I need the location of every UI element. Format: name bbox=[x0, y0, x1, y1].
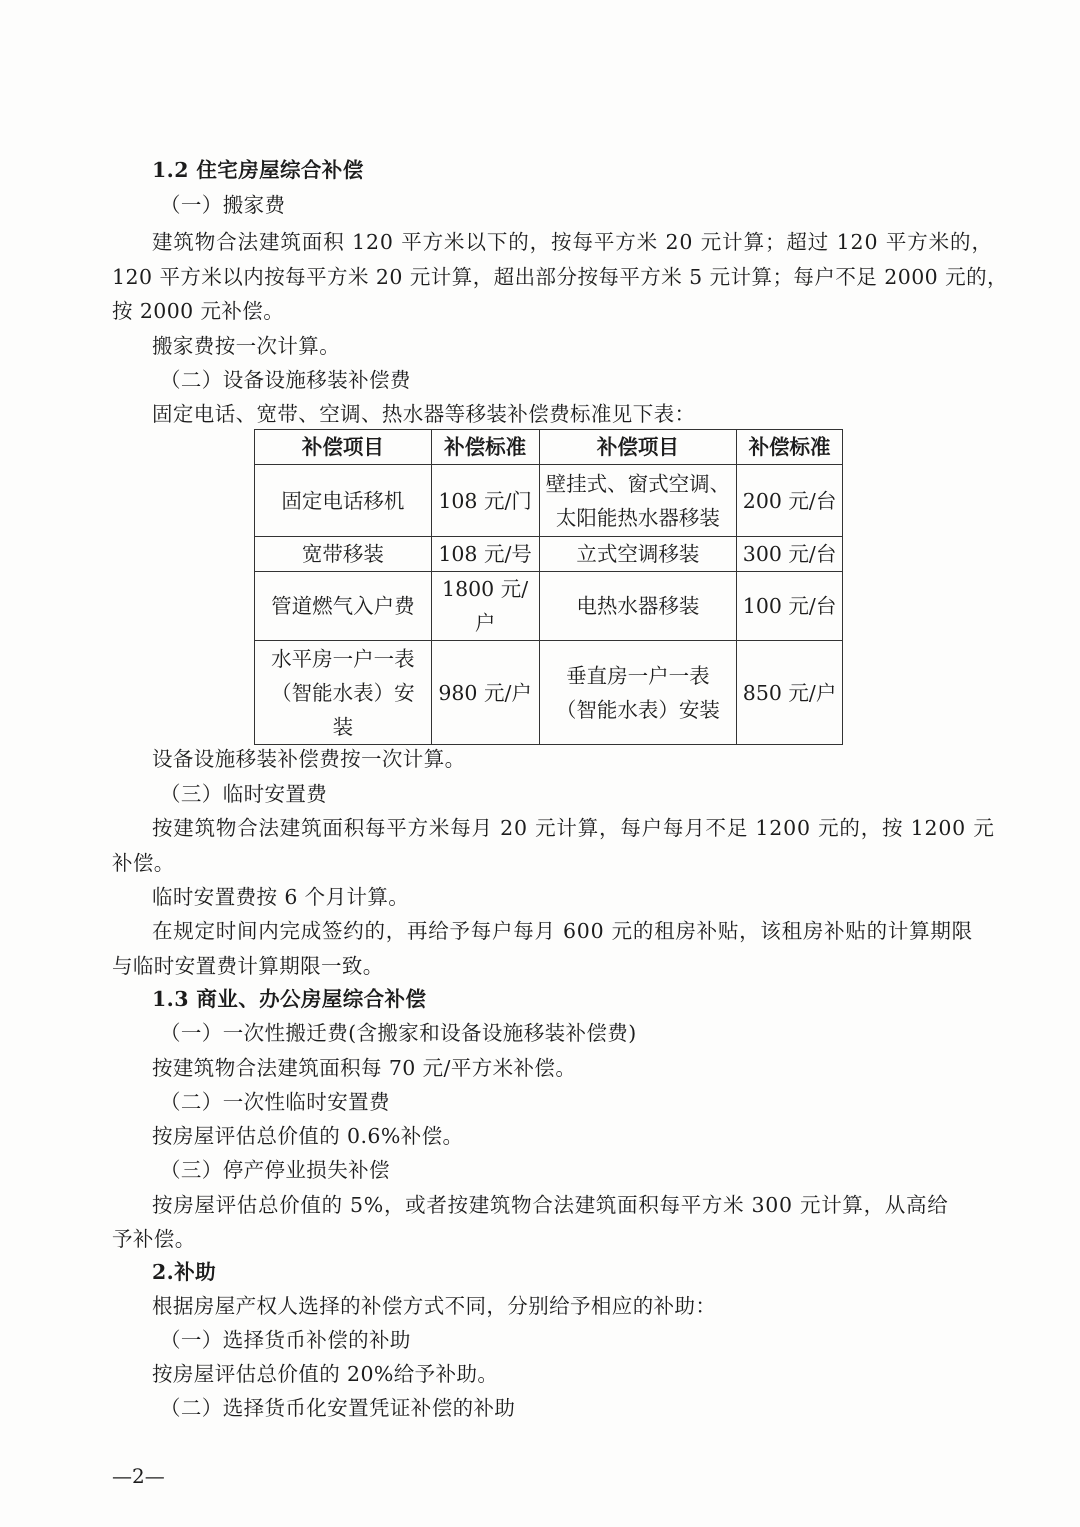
paragraph-line: 设备设施移装补偿费按一次计算。 bbox=[152, 747, 466, 771]
cell-line: 垂直房一户一表 bbox=[566, 663, 710, 688]
table-cell: 108 元/号 bbox=[431, 537, 539, 572]
section-1-3-heading: 1.3 商业、办公房屋综合补偿 bbox=[152, 987, 427, 1011]
section-2-heading: 2.补助 bbox=[152, 1260, 217, 1284]
subsection-equipment-fee-title: （二）设备设施移装补偿费 bbox=[160, 368, 411, 392]
subsection-voucher-subsidy-title: （二）选择货币化安置凭证补偿的补助 bbox=[160, 1396, 516, 1420]
paragraph-line: 按 2000 元补偿。 bbox=[112, 299, 285, 323]
table-cell: 固定电话移机 bbox=[255, 465, 432, 537]
table-header-row bbox=[255, 430, 843, 465]
subsection-business-loss-title: （三）停产停业损失补偿 bbox=[160, 1158, 390, 1182]
paragraph-line: 120 平方米以内按每平方米 20 元计算，超出部分按每平方米 5 元计算；每户不足 2000 元的， bbox=[112, 265, 1008, 289]
subsection-relocation-fee-title: （一）一次性搬迁费(含搬家和设备设施移装补偿费) bbox=[160, 1021, 637, 1045]
subsection-temp-fee-title: （二）一次性临时安置费 bbox=[160, 1090, 390, 1114]
table-cell: 电热水器移装 bbox=[539, 572, 737, 641]
table-cell: 980 元/户 bbox=[431, 641, 539, 745]
paragraph-line: 按房屋评估总价值的 20%给予补助。 bbox=[152, 1362, 499, 1386]
table-row bbox=[255, 465, 843, 537]
paragraph-line: 在规定时间内完成签约的，再给予每户每月 600 元的租房补贴，该租房补贴的计算期限 bbox=[152, 919, 973, 943]
cell-line: 户 bbox=[474, 611, 496, 635]
table-cell: 管道燃气入户费 bbox=[255, 572, 432, 641]
paragraph-line: 建筑物合法建筑面积 120 平方米以下的，按每平方米 20 元计算；超过 120 平方米的， bbox=[152, 230, 993, 254]
paragraph-line: 与临时安置费计算期限一致。 bbox=[112, 954, 384, 978]
cell-line: 1800 元/ bbox=[442, 577, 529, 601]
table-cell: 100 元/台 bbox=[737, 572, 843, 641]
table-cell: 立式空调移装 bbox=[539, 537, 737, 572]
cell-line: （智能水表）安装 bbox=[555, 697, 720, 722]
table-header-cell: 补偿标准 bbox=[431, 430, 539, 465]
cell-line: 装 bbox=[332, 714, 354, 739]
table-cell: 300 元/台 bbox=[737, 537, 843, 572]
paragraph-line: 按房屋评估总价值的 0.6%补偿。 bbox=[152, 1124, 464, 1148]
table-header-cell: 补偿项目 bbox=[539, 430, 737, 465]
paragraph-line: 搬家费按一次计算。 bbox=[152, 334, 341, 358]
page-number: —2— bbox=[112, 1464, 165, 1488]
table-cell bbox=[539, 465, 737, 537]
cell-line: 壁挂式、窗式空调、 bbox=[545, 471, 731, 496]
paragraph-line: 固定电话、宽带、空调、热水器等移装补偿费标准见下表： bbox=[152, 402, 696, 426]
table-row bbox=[255, 641, 843, 745]
paragraph-line: 按房屋评估总价值的 5%，或者按建筑物合法建筑面积每平方米 300 元计算，从高给 bbox=[152, 1193, 949, 1217]
section-1-2-heading: 1.2 住宅房屋综合补偿 bbox=[152, 158, 364, 182]
subsection-temp-settlement-title: （三）临时安置费 bbox=[160, 782, 328, 806]
paragraph-line: 临时安置费按 6 个月计算。 bbox=[152, 885, 410, 909]
table-cell bbox=[255, 641, 432, 745]
paragraph-line: 根据房屋产权人选择的补偿方式不同，分别给予相应的补助： bbox=[152, 1294, 717, 1318]
cell-line: 水平房一户一表 bbox=[271, 646, 415, 671]
equipment-compensation-table bbox=[254, 429, 843, 745]
table-cell bbox=[539, 641, 737, 745]
table-cell bbox=[431, 572, 539, 641]
table-row bbox=[255, 537, 843, 572]
paragraph-line: 按建筑物合法建筑面积每 70 元/平方米补偿。 bbox=[152, 1056, 577, 1080]
table-header-cell: 补偿标准 bbox=[737, 430, 843, 465]
table-row bbox=[255, 572, 843, 641]
table-header-cell: 补偿项目 bbox=[255, 430, 432, 465]
cell-line: 太阳能热水器移装 bbox=[555, 505, 720, 530]
paragraph-line: 补偿。 bbox=[112, 851, 175, 875]
cell-line: （智能水表）安 bbox=[271, 680, 415, 705]
paragraph-line: 按建筑物合法建筑面积每平方米每月 20 元计算，每户每月不足 1200 元的，按 1200 元 bbox=[152, 816, 995, 840]
table-cell: 200 元/台 bbox=[737, 465, 843, 537]
table-cell: 宽带移装 bbox=[255, 537, 432, 572]
subsection-moving-fee-title: （一）搬家费 bbox=[160, 193, 286, 217]
paragraph-line: 予补偿。 bbox=[112, 1227, 196, 1251]
subsection-cash-subsidy-title: （一）选择货币补偿的补助 bbox=[160, 1328, 411, 1352]
table-cell: 108 元/门 bbox=[431, 465, 539, 537]
table-cell: 850 元/户 bbox=[737, 641, 843, 745]
